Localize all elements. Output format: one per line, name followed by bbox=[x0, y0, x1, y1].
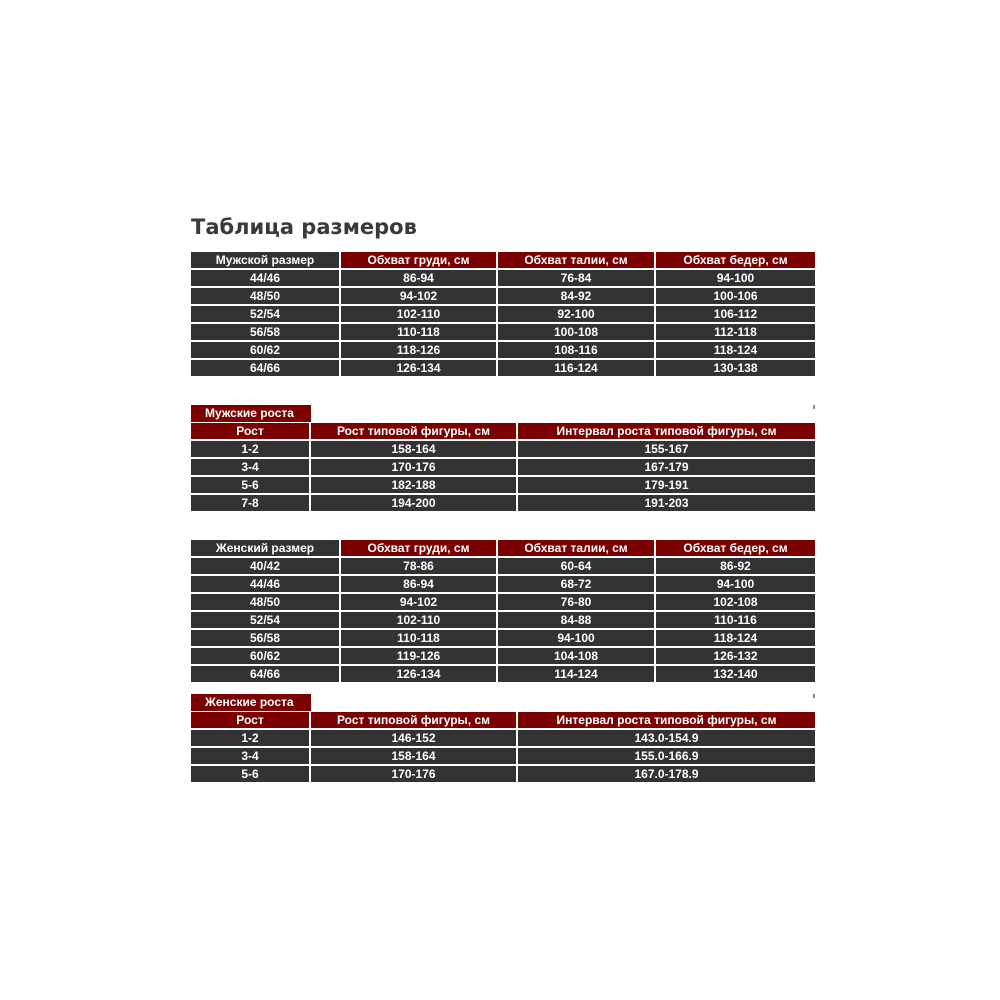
table-cell: 104-108 bbox=[498, 648, 656, 665]
table-row bbox=[191, 748, 815, 766]
table-cell: 60/62 bbox=[191, 342, 341, 359]
table-cell: 92-100 bbox=[498, 306, 656, 323]
table-cell: 118-124 bbox=[656, 630, 815, 647]
column-header: Обхват талии, см bbox=[498, 540, 656, 557]
table-cell: 64/66 bbox=[191, 666, 341, 683]
column-header: Рост типовой фигуры, см bbox=[311, 423, 518, 440]
table-cell: 167-179 bbox=[518, 459, 815, 476]
table-cell: 170-176 bbox=[311, 459, 518, 476]
table-cell: 86-94 bbox=[341, 270, 498, 287]
column-header: Обхват талии, см bbox=[498, 252, 656, 269]
table-cell: 182-188 bbox=[311, 477, 518, 494]
table-row bbox=[191, 477, 815, 495]
women-sizes-table bbox=[191, 540, 815, 684]
table-cell: 1-2 bbox=[191, 441, 311, 458]
table-cell: 84-92 bbox=[498, 288, 656, 305]
table-cell: 84-88 bbox=[498, 612, 656, 629]
table-cell: 108-116 bbox=[498, 342, 656, 359]
table-cell: 118-126 bbox=[341, 342, 498, 359]
table-cell: 126-134 bbox=[341, 666, 498, 683]
table-cell: 112-118 bbox=[656, 324, 815, 341]
table-cell: 170-176 bbox=[311, 766, 518, 783]
column-header: Рост bbox=[191, 712, 311, 729]
table-cell: 143.0-154.9 bbox=[518, 730, 815, 747]
table-cell: 106-112 bbox=[656, 306, 815, 323]
table-cell: 146-152 bbox=[311, 730, 518, 747]
table-cell: 3-4 bbox=[191, 748, 311, 765]
table-row bbox=[191, 666, 815, 684]
table-row bbox=[191, 288, 815, 306]
table-cell: 64/66 bbox=[191, 360, 341, 377]
table-cell: 155.0-166.9 bbox=[518, 748, 815, 765]
table-cell: 110-116 bbox=[656, 612, 815, 629]
table-cell: 5-6 bbox=[191, 766, 311, 783]
women-heights-label: Женские роста bbox=[191, 694, 311, 711]
table-row bbox=[191, 766, 815, 784]
table-cell: 86-94 bbox=[341, 576, 498, 593]
men-heights-table bbox=[191, 423, 815, 513]
table-row bbox=[191, 495, 815, 513]
table-cell: 158-164 bbox=[311, 441, 518, 458]
women-heights-table bbox=[191, 712, 815, 784]
divider-mark bbox=[813, 405, 815, 409]
table-cell: 191-203 bbox=[518, 495, 815, 512]
table-cell: 56/58 bbox=[191, 324, 341, 341]
column-header: Обхват бедер, см bbox=[656, 252, 815, 269]
column-header: Обхват груди, см bbox=[341, 540, 498, 557]
table-cell: 86-92 bbox=[656, 558, 815, 575]
table-row bbox=[191, 576, 815, 594]
table-cell: 48/50 bbox=[191, 594, 341, 611]
table-cell: 94-102 bbox=[341, 594, 498, 611]
table-cell: 40/42 bbox=[191, 558, 341, 575]
table-cell: 68-72 bbox=[498, 576, 656, 593]
column-header: Женский размер bbox=[191, 540, 341, 557]
table-header-row bbox=[191, 540, 815, 558]
table-cell: 102-110 bbox=[341, 306, 498, 323]
table-cell: 102-110 bbox=[341, 612, 498, 629]
column-header: Рост типовой фигуры, см bbox=[311, 712, 518, 729]
table-row bbox=[191, 441, 815, 459]
table-cell: 94-100 bbox=[656, 576, 815, 593]
column-header: Интервал роста типовой фигуры, см bbox=[518, 423, 815, 440]
column-header: Рост bbox=[191, 423, 311, 440]
table-cell: 48/50 bbox=[191, 288, 341, 305]
table-cell: 158-164 bbox=[311, 748, 518, 765]
table-cell: 167.0-178.9 bbox=[518, 766, 815, 783]
table-cell: 100-108 bbox=[498, 324, 656, 341]
table-cell: 60/62 bbox=[191, 648, 341, 665]
table-row bbox=[191, 270, 815, 288]
table-cell: 76-80 bbox=[498, 594, 656, 611]
men-heights-label: Мужские роста bbox=[191, 405, 311, 422]
table-cell: 94-102 bbox=[341, 288, 498, 305]
table-cell: 52/54 bbox=[191, 306, 341, 323]
divider-mark bbox=[813, 694, 815, 698]
table-cell: 78-86 bbox=[341, 558, 498, 575]
table-cell: 56/58 bbox=[191, 630, 341, 647]
table-cell: 94-100 bbox=[656, 270, 815, 287]
table-cell: 126-134 bbox=[341, 360, 498, 377]
table-cell: 114-124 bbox=[498, 666, 656, 683]
table-cell: 118-124 bbox=[656, 342, 815, 359]
table-cell: 132-140 bbox=[656, 666, 815, 683]
table-row bbox=[191, 558, 815, 576]
table-row bbox=[191, 342, 815, 360]
table-header-row bbox=[191, 712, 815, 730]
table-row bbox=[191, 324, 815, 342]
column-header: Обхват груди, см bbox=[341, 252, 498, 269]
table-cell: 110-118 bbox=[341, 324, 498, 341]
table-cell: 1-2 bbox=[191, 730, 311, 747]
column-header: Интервал роста типовой фигуры, см bbox=[518, 712, 815, 729]
table-cell: 194-200 bbox=[311, 495, 518, 512]
table-cell: 44/46 bbox=[191, 576, 341, 593]
table-cell: 130-138 bbox=[656, 360, 815, 377]
table-row bbox=[191, 459, 815, 477]
table-cell: 110-118 bbox=[341, 630, 498, 647]
column-header: Мужской размер bbox=[191, 252, 341, 269]
column-header: Обхват бедер, см bbox=[656, 540, 815, 557]
table-cell: 94-100 bbox=[498, 630, 656, 647]
men-sizes-table bbox=[191, 252, 815, 378]
page-title: Таблица размеров bbox=[191, 215, 417, 239]
table-header-row bbox=[191, 252, 815, 270]
table-cell: 155-167 bbox=[518, 441, 815, 458]
table-cell: 60-64 bbox=[498, 558, 656, 575]
table-row bbox=[191, 630, 815, 648]
table-cell: 116-124 bbox=[498, 360, 656, 377]
table-row bbox=[191, 730, 815, 748]
table-cell: 126-132 bbox=[656, 648, 815, 665]
table-cell: 100-106 bbox=[656, 288, 815, 305]
table-cell: 44/46 bbox=[191, 270, 341, 287]
table-row bbox=[191, 306, 815, 324]
table-cell: 52/54 bbox=[191, 612, 341, 629]
table-row bbox=[191, 360, 815, 378]
table-cell: 76-84 bbox=[498, 270, 656, 287]
table-cell: 7-8 bbox=[191, 495, 311, 512]
table-cell: 5-6 bbox=[191, 477, 311, 494]
table-cell: 119-126 bbox=[341, 648, 498, 665]
table-cell: 102-108 bbox=[656, 594, 815, 611]
table-row bbox=[191, 594, 815, 612]
table-cell: 3-4 bbox=[191, 459, 311, 476]
table-header-row bbox=[191, 423, 815, 441]
table-row bbox=[191, 648, 815, 666]
table-row bbox=[191, 612, 815, 630]
table-cell: 179-191 bbox=[518, 477, 815, 494]
